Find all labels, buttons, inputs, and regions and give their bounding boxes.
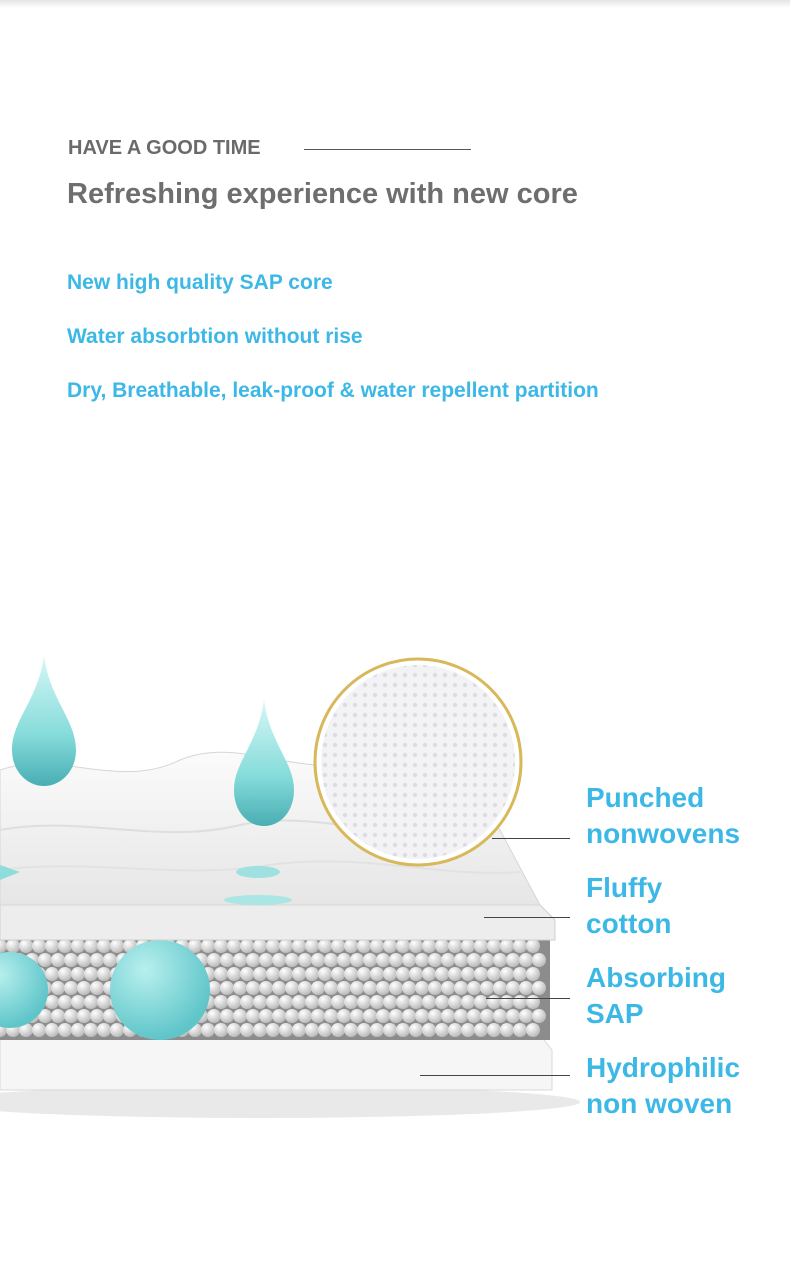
fiber-ball [461,995,475,1009]
fiber-ball [305,967,319,981]
fiber-ball [220,981,234,995]
fiber-ball [97,995,111,1009]
label-line: Hydrophilic [586,1052,741,1083]
fiber-ball [259,1009,273,1023]
fiber-ball [532,1009,546,1023]
fiber-ball [45,967,59,981]
fiber-ball [266,995,280,1009]
eyebrow-divider [304,149,471,150]
fiber-ball [84,1023,98,1037]
fiber-ball [474,1023,488,1037]
page-title: Refreshing experience with new core [67,178,578,210]
fiber-ball [240,939,254,953]
fiber-ball [467,953,481,967]
fiber-ball [448,1023,462,1037]
fiber-ball [311,981,325,995]
top-edge-shadow [0,0,790,8]
fiber-ball [298,953,312,967]
fiber-ball [435,1023,449,1037]
hydrophilic-layer [0,1035,552,1090]
fiber-ball [500,1023,514,1037]
fiber-ball [279,967,293,981]
fiber-ball [409,939,423,953]
fiber-ball [383,1023,397,1037]
fiber-ball [500,939,514,953]
fiber-ball [487,939,501,953]
fiber-ball [441,981,455,995]
fiber-ball [227,939,241,953]
fiber-ball [480,953,494,967]
fiber-ball [324,981,338,995]
fiber-ball [103,953,117,967]
fiber-ball [32,939,46,953]
fiber-ball [77,953,91,967]
fiber-ball [233,1009,247,1023]
fiber-ball [344,1023,358,1037]
fiber-ball [506,981,520,995]
fiber-ball [435,995,449,1009]
fiber-ball [324,1009,338,1023]
fiber-ball [253,967,267,981]
fiber-ball [396,995,410,1009]
fiber-ball [441,1009,455,1023]
fiber-ball [279,995,293,1009]
fiber-ball [493,1009,507,1023]
fiber-ball [493,953,507,967]
fiber-ball [526,967,540,981]
fiber-ball [448,995,462,1009]
fiber-ball [461,967,475,981]
fiber-ball [370,995,384,1009]
label-line: cotton [586,908,672,939]
fiber-ball [376,953,390,967]
fiber-ball [324,953,338,967]
fiber-ball [214,967,228,981]
fiber-ball [227,1023,241,1037]
fiber-ball [435,967,449,981]
fiber-ball [233,981,247,995]
fiber-ball [272,1009,286,1023]
fiber-ball [318,939,332,953]
fiber-ball [58,939,72,953]
fiber-ball [246,1009,260,1023]
fiber-ball [71,967,85,981]
fiber-ball [279,939,293,953]
fiber-ball [77,1009,91,1023]
fiber-ball [428,953,442,967]
fiber-ball [214,939,228,953]
fiber-ball [337,981,351,995]
fiber-ball [253,1023,267,1037]
pad-shadow [0,1086,580,1118]
fiber-ball [435,939,449,953]
fiber-ball [389,953,403,967]
fiber-ball [266,1023,280,1037]
fiber-ball [350,953,364,967]
label-line: Absorbing [586,962,726,993]
fiber-ball [454,953,468,967]
fiber-ball [214,1023,228,1037]
diaper-layers-illustration [0,640,580,1160]
fiber-ball [519,981,533,995]
fiber-ball [51,953,65,967]
label-line: nonwovens [586,818,741,849]
sap-bead [110,940,210,1040]
fiber-ball [357,939,371,953]
fiber-ball [64,981,78,995]
fiber-ball [318,967,332,981]
fiber-ball [402,1009,416,1023]
fiber-ball [201,1023,215,1037]
fiber-ball [402,953,416,967]
fiber-ball [220,1009,234,1023]
fiber-ball [331,967,345,981]
fiber-ball [422,995,436,1009]
leader-line [492,838,570,839]
leader-line [420,1075,570,1076]
fiber-ball [240,1023,254,1037]
fiber-ball [220,953,234,967]
fiber-ball [292,1023,306,1037]
fiber-ball [253,995,267,1009]
fiber-ball [58,967,72,981]
fiber-ball [90,953,104,967]
water-drop-icon [234,700,294,826]
feature-item: Water absorbtion without rise [67,325,363,348]
fiber-ball [513,939,527,953]
fiber-ball [240,995,254,1009]
label-fluffy-cotton [586,870,672,942]
fiber-ball [474,939,488,953]
fiber-ball [363,981,377,995]
fiber-ball [337,953,351,967]
water-drop-icon [12,656,76,786]
fiber-ball [474,967,488,981]
fiber-ball [298,1009,312,1023]
fiber-ball [331,939,345,953]
fiber-ball [201,939,215,953]
fiber-ball [454,981,468,995]
fiber-ball [513,967,527,981]
fiber-ball [285,1009,299,1023]
fiber-ball [467,981,481,995]
label-line: Fluffy [586,872,663,903]
fiber-ball [337,1009,351,1023]
fiber-ball [110,939,124,953]
leader-line [484,917,570,918]
fiber-ball [259,981,273,995]
fiber-ball [253,939,267,953]
fiber-ball [227,967,241,981]
fiber-ball [279,1023,293,1037]
fiber-ball [266,967,280,981]
fiber-ball [84,967,98,981]
fiber-ball [350,981,364,995]
fiber-ball [64,1009,78,1023]
fiber-ball [71,1023,85,1037]
fiber-ball [409,995,423,1009]
fiber-ball [45,1023,59,1037]
fiber-ball [77,981,91,995]
fiber-ball [272,981,286,995]
fiber-ball [97,939,111,953]
fiber-ball [357,1023,371,1037]
fiber-ball [266,939,280,953]
feature-item: New high quality SAP core [67,271,333,294]
sap-core-layer [0,939,550,1040]
fiber-ball [71,939,85,953]
fiber-ball [370,967,384,981]
fiber-ball [233,953,247,967]
fiber-ball [38,953,52,967]
fiber-ball [110,1023,124,1037]
fiber-ball [513,1023,527,1037]
fiber-ball [305,1023,319,1037]
fiber-ball [350,1009,364,1023]
fiber-ball [487,1023,501,1037]
fiber-ball [389,1009,403,1023]
fiber-ball [344,995,358,1009]
fiber-ball [305,995,319,1009]
leader-line [486,998,570,999]
fiber-ball [344,939,358,953]
fiber-ball [415,953,429,967]
fiber-ball [19,939,33,953]
fiber-ball [97,967,111,981]
label-line: non woven [586,1088,733,1119]
fiber-ball [357,995,371,1009]
fiber-ball [318,995,332,1009]
fiber-ball [292,967,306,981]
fiber-ball [383,939,397,953]
fiber-ball [396,967,410,981]
fiber-ball [331,995,345,1009]
fiber-ball [246,981,260,995]
fiber-ball [292,995,306,1009]
fiber-ball [428,1009,442,1023]
fluffy-cotton-layer [0,905,555,940]
fiber-ball [448,967,462,981]
fiber-ball [506,1009,520,1023]
fiber-ball [259,953,273,967]
fiber-ball [415,981,429,995]
fiber-ball [97,1023,111,1037]
fiber-ball [331,1023,345,1037]
fiber-ball [90,1009,104,1023]
fiber-ball [480,981,494,995]
fiber-ball [370,939,384,953]
fiber-ball [519,1009,533,1023]
fiber-ball [461,1023,475,1037]
fiber-ball [383,995,397,1009]
fiber-ball [370,1023,384,1037]
fiber-ball [422,939,436,953]
fiber-ball [389,981,403,995]
fiber-ball [84,995,98,1009]
fiber-ball [227,995,241,1009]
label-line: SAP [586,998,644,1029]
fiber-ball [383,967,397,981]
fiber-ball [422,967,436,981]
fiber-ball [415,1009,429,1023]
fiber-ball [454,1009,468,1023]
fiber-ball [526,939,540,953]
fiber-ball [461,939,475,953]
fiber-ball [363,1009,377,1023]
fiber-ball [58,1023,72,1037]
fiber-ball [428,981,442,995]
fiber-ball [376,981,390,995]
fiber-ball [272,953,286,967]
fiber-ball [480,1009,494,1023]
fiber-ball [90,981,104,995]
fiber-ball [526,1023,540,1037]
fiber-ball [311,1009,325,1023]
fiber-ball [519,953,533,967]
fiber-ball [214,995,228,1009]
fiber-ball [402,981,416,995]
fiber-ball [396,939,410,953]
label-line: Punched [586,782,705,813]
fiber-ball [45,939,59,953]
fiber-ball [246,953,260,967]
fiber-ball [506,953,520,967]
fiber-ball [532,981,546,995]
fiber-ball [207,1009,221,1023]
fiber-ball [441,953,455,967]
fiber-ball [422,1023,436,1037]
fiber-ball [448,939,462,953]
fiber-ball [305,939,319,953]
fiber-ball [240,967,254,981]
label-hydrophilic-nonwoven [586,1050,740,1122]
fiber-ball [64,953,78,967]
fiber-ball [467,1009,481,1023]
eyebrow-text: HAVE A GOOD TIME [68,137,261,159]
fiber-ball [207,953,221,967]
fiber-ball [493,981,507,995]
fiber-ball [318,1023,332,1037]
fiber-ball [344,967,358,981]
fiber-ball [409,967,423,981]
fiber-ball [58,995,72,1009]
fiber-ball [409,1023,423,1037]
fiber-ball [51,981,65,995]
nonwoven-texture-magnified [321,665,515,859]
label-punched-nonwovens [586,780,740,852]
fiber-ball [285,981,299,995]
fiber-ball [357,967,371,981]
feature-item: Dry, Breathable, leak-proof & water repellent partition [67,379,599,402]
fiber-ball [292,939,306,953]
fiber-ball [532,953,546,967]
fiber-ball [32,1023,46,1037]
fiber-ball [285,953,299,967]
label-absorbing-sap [586,960,726,1032]
fiber-ball [84,939,98,953]
fiber-ball [500,967,514,981]
fiber-ball [311,953,325,967]
fiber-ball [51,1009,65,1023]
fiber-ball [376,1009,390,1023]
fiber-ball [71,995,85,1009]
fiber-ball [363,953,377,967]
fiber-ball [6,939,20,953]
fiber-ball [396,1023,410,1037]
fiber-ball [487,967,501,981]
fiber-ball [298,981,312,995]
